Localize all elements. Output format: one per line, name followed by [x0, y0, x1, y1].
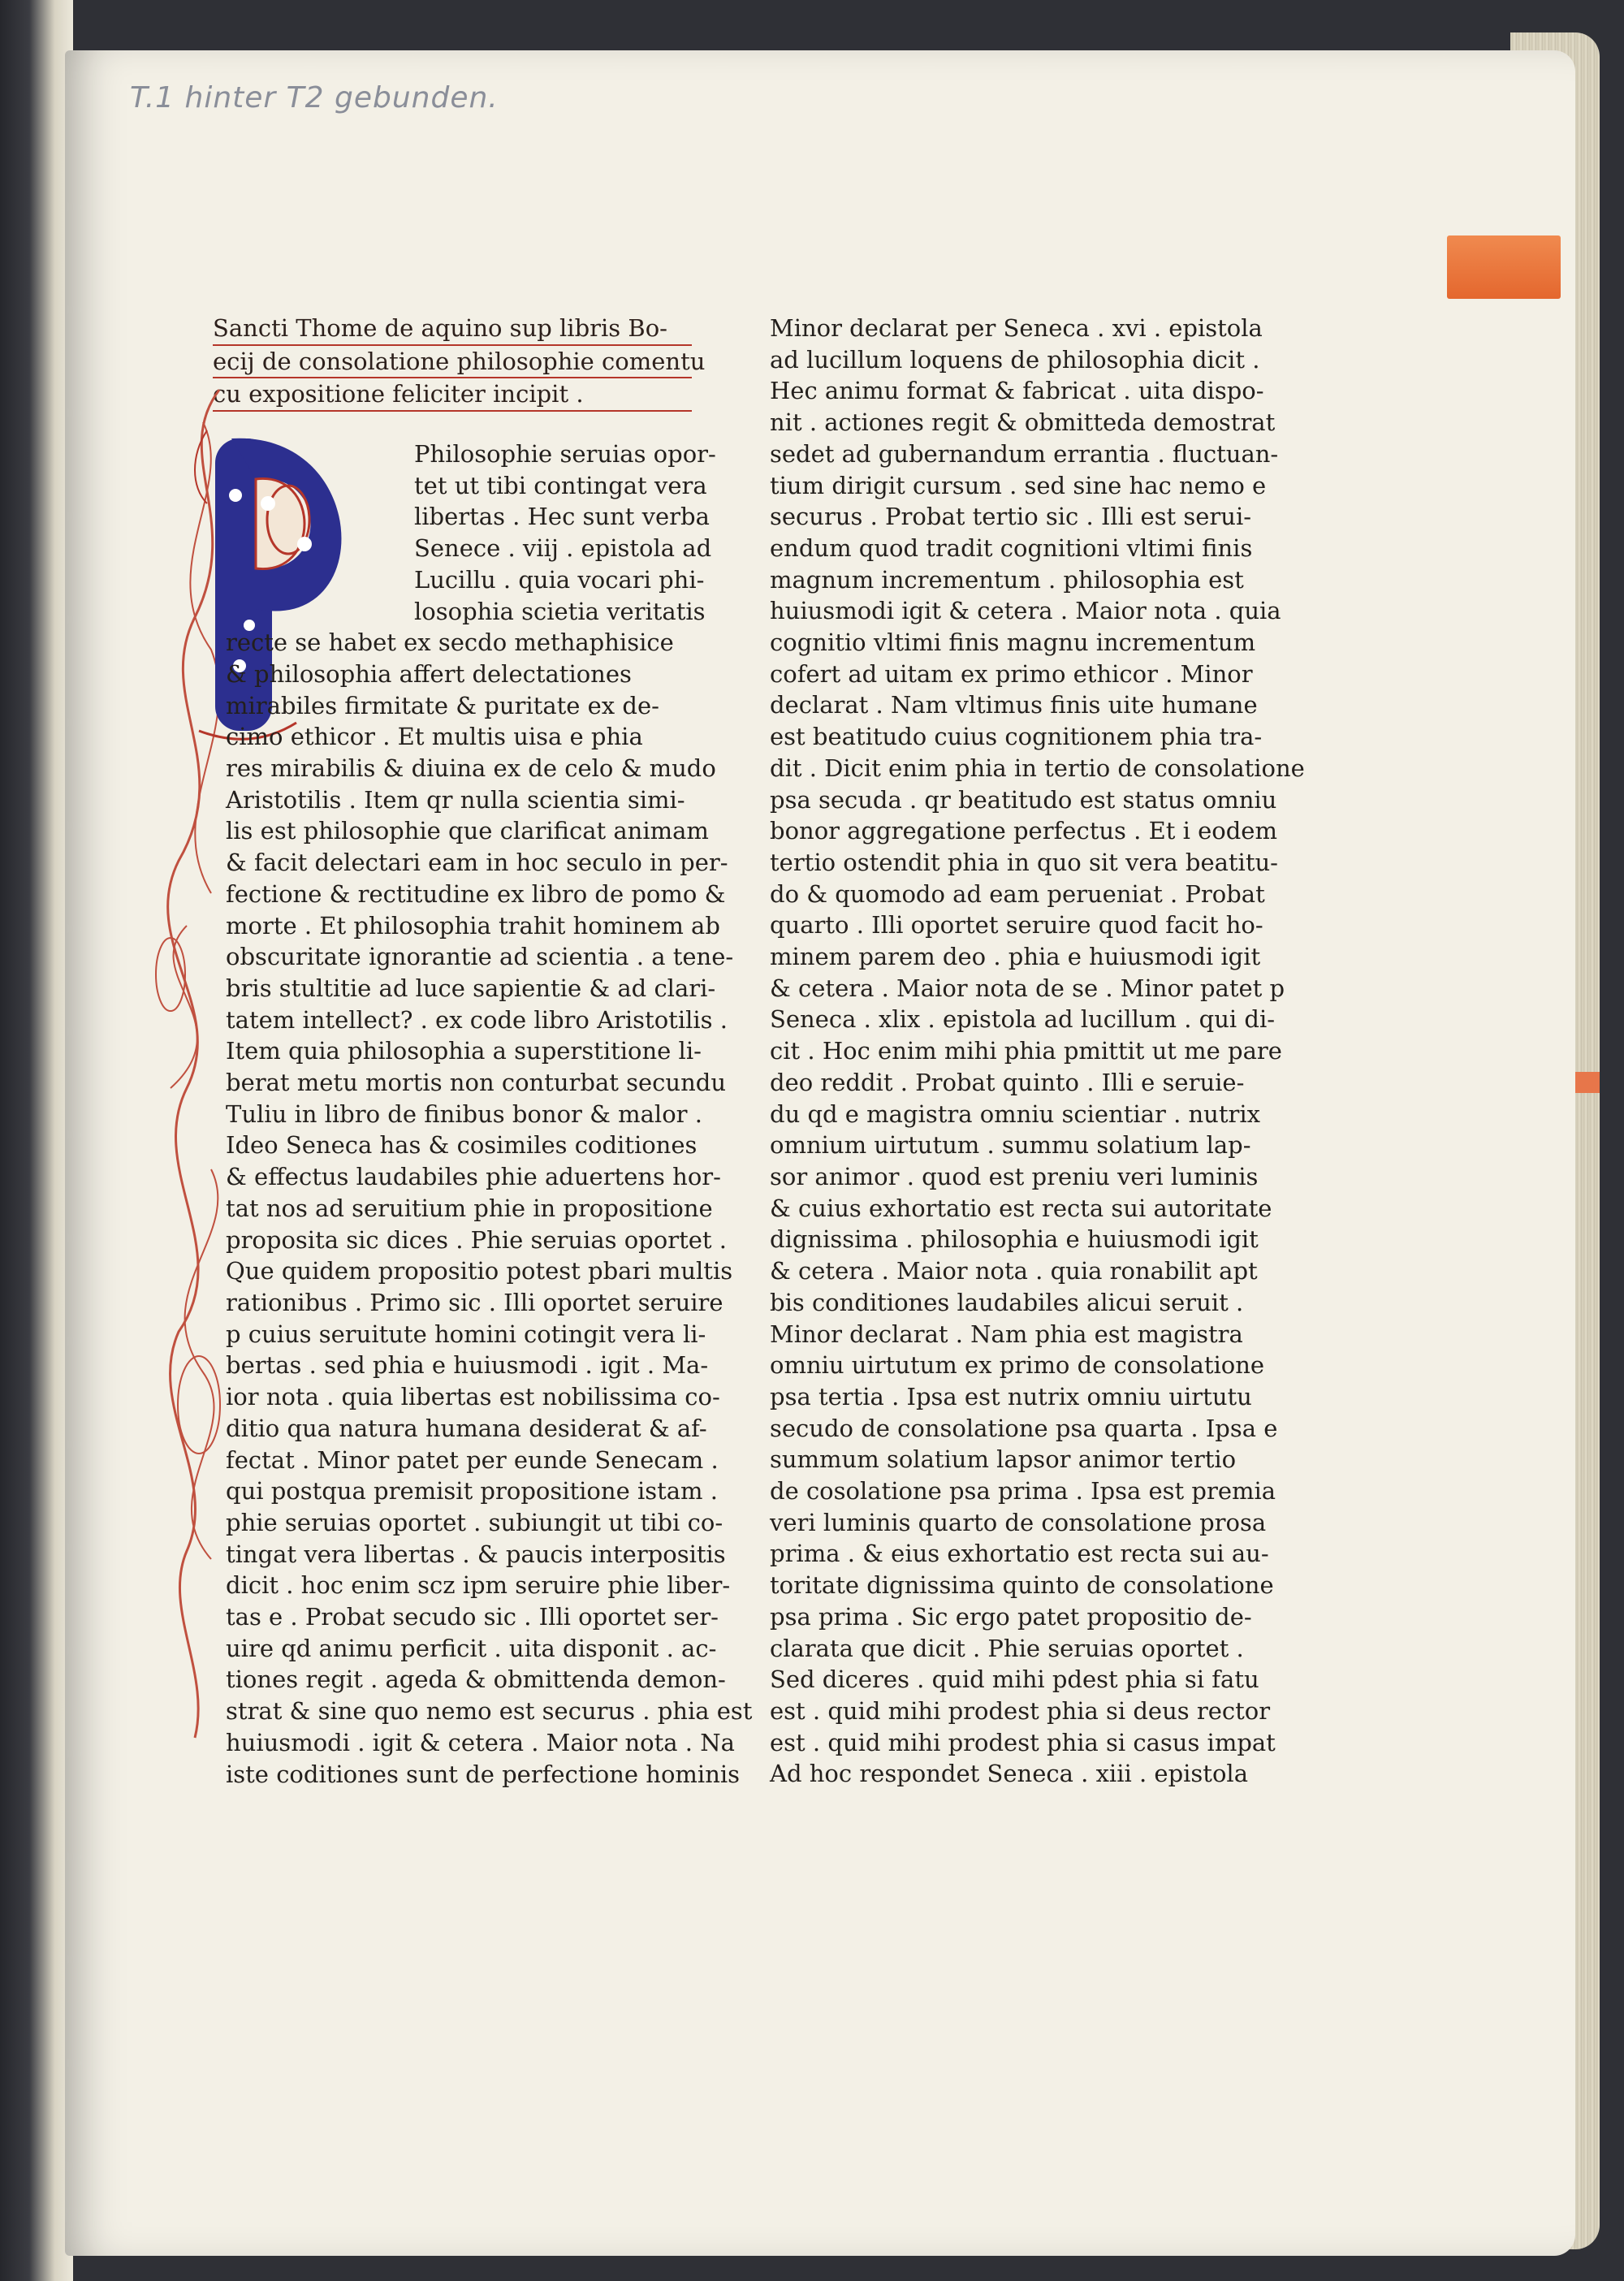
- text-line: Aristotilis . Item qr nulla scientia simi-: [226, 785, 685, 814]
- text-line: deo reddit . Probat quinto . Illi e seruie-: [770, 1068, 1245, 1096]
- pencil-shelfmark-note: T.1 hinter T2 gebunden.: [130, 81, 499, 114]
- text-line: & cetera . Maior nota de se . Minor patet p: [770, 974, 1285, 1002]
- text-line: morte . Et philosophia trahit hominem ab: [226, 911, 720, 940]
- text-line: losophia scietia veritatis: [414, 597, 706, 625]
- text-line: tertio ostendit phia in quo sit vera beatitu-: [770, 848, 1278, 876]
- text-line: & cuius exhortatio est recta sui autoritate: [770, 1194, 1272, 1222]
- text-line: est . quid mihi prodest phia si casus impat: [770, 1728, 1276, 1756]
- heading-line: ecij de consolatione philosophie comentu: [213, 346, 692, 379]
- text-line: p cuius seruitute homini cotingit vera li-: [226, 1320, 706, 1348]
- text-line: prima . & eius exhortatio est recta sui au-: [770, 1540, 1269, 1568]
- text-line: iste coditiones sunt de perfectione hominis: [226, 1760, 741, 1788]
- text-line: Hec animu format & fabricat . uita dispo-: [770, 377, 1264, 405]
- text-line: huiusmodi . igit & cetera . Maior nota . Na: [226, 1728, 735, 1756]
- text-line: dicit . hoc enim scz ipm seruire phie liber-: [226, 1571, 731, 1600]
- text-line: berat metu mortis non conturbat secundu: [226, 1069, 727, 1097]
- text-line: Item quia philosophia a superstitione li-: [226, 1037, 702, 1065]
- text-line: summum solatium lapsor animor tertio: [770, 1445, 1237, 1474]
- text-line: declarat . Nam vltimus finis uite humane: [770, 691, 1258, 719]
- text-line: tas e . Probat secudo sic . Illi oportet ser-: [226, 1603, 719, 1631]
- text-line: uire qd animu perficit . uita disponit . ac-: [226, 1634, 717, 1662]
- text-line: tat nos ad seruitium phie in propositione: [226, 1194, 713, 1222]
- text-line: omnium uirtutum . summu solatium lap-: [770, 1131, 1251, 1160]
- text-line: veri luminis quarto de consolatione prosa: [770, 1508, 1267, 1536]
- text-line: nit . actiones regit & obmitteda demostrat: [770, 408, 1276, 437]
- text-line: Philosophie seruias opor-: [414, 440, 716, 468]
- text-line: bis conditiones laudabiles alicui seruit .: [770, 1288, 1244, 1316]
- text-line: Que quidem propositio potest pbari multis: [226, 1257, 733, 1285]
- text-line: proposita sic dices . Phie seruias oportet .: [226, 1225, 727, 1254]
- text-line: & facit delectari eam in hoc seculo in per-: [226, 849, 728, 877]
- text-line: magnum incrementum . philosophia est: [770, 565, 1244, 594]
- text-line: minem parem deo . phia e huiusmodi igit: [770, 943, 1261, 971]
- text-line: sor animor . quod est preniu veri luminis: [770, 1162, 1259, 1190]
- text-line: ior nota . quia libertas est nobilissima co-: [226, 1383, 720, 1411]
- text-line: fectat . Minor patet per eunde Senecam .: [226, 1445, 719, 1474]
- text-line: secudo de consolatione psa quarta . Ipsa e: [770, 1414, 1278, 1442]
- text-line: tet ut tibi contingat vera: [414, 471, 707, 499]
- text-line: Sed diceres . quid mihi pdest phia si fatu: [770, 1665, 1259, 1694]
- text-line: est beatitudo cuius cognitionem phia tra-: [770, 723, 1263, 751]
- text-line: res mirabilis & diuina ex de celo & mudo: [226, 754, 716, 783]
- text-line: & effectus laudabiles phie aduertens hor-: [226, 1163, 721, 1191]
- text-line: phie seruias oportet . subiungit ut tibi co-: [226, 1508, 723, 1536]
- text-column-left: [226, 438, 753, 1790]
- text-line: do & quomodo ad eam perueniat . Probat: [770, 879, 1265, 908]
- text-line: mirabiles firmitate & puritate ex de-: [226, 691, 659, 719]
- text-line: psa secuda . qr beatitudo est status omniu: [770, 785, 1277, 814]
- text-line: dignissima . philosophia e huiusmodi igit: [770, 1225, 1259, 1254]
- text-line: du qd e magistra omniu scientiar . nutrix: [770, 1099, 1261, 1128]
- text-line: rationibus . Primo sic . Illi oportet seruire: [226, 1288, 723, 1316]
- text-line: clarata que dicit . Phie seruias oportet .: [770, 1634, 1244, 1662]
- text-line: qui postqua premisit propositione istam .: [226, 1477, 718, 1506]
- text-line: securus . Probat tertio sic . Illi est serui-: [770, 503, 1252, 531]
- text-line: strat & sine quo nemo est securus . phia est: [226, 1697, 753, 1726]
- text-line: huiusmodi igit & cetera . Maior nota . quia: [770, 597, 1281, 625]
- text-line: Tuliu in libro de finibus bonor & malor .: [226, 1099, 702, 1128]
- text-line: Lucillu . quia vocari phi-: [414, 565, 705, 594]
- text-line: Senece . viij . epistola ad: [414, 534, 712, 563]
- text-line: Minor declarat per Seneca . xvi . epistola: [770, 314, 1263, 342]
- text-line: Seneca . xlix . epistola ad lucillum . qui di-: [770, 1005, 1276, 1034]
- text-line: bonor aggregatione perfectus . Et i eodem: [770, 817, 1277, 845]
- text-line: cimo ethicor . Et multis uisa e phia: [226, 723, 643, 751]
- text-line: bertas . sed phia e huiusmodi . igit . Ma-: [226, 1351, 709, 1380]
- text-line: & cetera . Maior nota . quia ronabilit apt: [770, 1257, 1258, 1285]
- text-line: sedet ad gubernandum errantia . fluctuan-: [770, 439, 1279, 468]
- text-line: tium dirigit cursum . sed sine hac nemo e: [770, 471, 1267, 499]
- text-line: dit . Dicit enim phia in tertio de consolatione: [770, 754, 1305, 782]
- text-line: cofert ad uitam ex primo ethicor . Minor: [770, 659, 1253, 688]
- text-line: endum quod tradit cognitioni vltimi finis: [770, 534, 1253, 562]
- text-line: Ad hoc respondet Seneca . xiii . epistola: [770, 1760, 1248, 1788]
- text-line: & philosophia affert delectationes: [226, 659, 632, 688]
- left-page-edge: [0, 0, 73, 2281]
- text-line: recte se habet ex secdo methaphisice: [226, 629, 674, 657]
- heading-line: cu expositione feliciter incipit .: [213, 378, 692, 412]
- orange-bookmark-tab: [1447, 235, 1561, 299]
- text-line: toritate dignissima quinto de consolatione: [770, 1571, 1274, 1600]
- text-line: obscuritate ignorantie ad scientia . a tene-: [226, 943, 734, 971]
- text-line: fectione & rectitudine ex libro de pomo &: [226, 879, 726, 908]
- text-column-right: [770, 313, 1305, 1790]
- text-line: Minor declarat . Nam phia est magistra: [770, 1320, 1243, 1348]
- text-line: omniu uirtutum ex primo de consolatione: [770, 1351, 1265, 1380]
- text-line: tiones regit . ageda & obmittenda demon-: [226, 1665, 726, 1694]
- text-line: ditio qua natura humana desiderat & af-: [226, 1414, 707, 1442]
- text-line: tingat vera libertas . & paucis interpositis: [226, 1540, 726, 1568]
- text-line: est . quid mihi prodest phia si deus rector: [770, 1696, 1271, 1725]
- text-line: psa prima . Sic ergo patet propositio de-: [770, 1602, 1252, 1631]
- text-line: bris stultitie ad luce sapientie & ad clari-: [226, 974, 716, 1002]
- text-line: de cosolatione psa prima . Ipsa est premia: [770, 1477, 1276, 1506]
- text-line: libertas . Hec sunt verba: [414, 503, 710, 531]
- small-orange-tab: [1575, 1072, 1600, 1093]
- text-line: tatem intellect? . ex code libro Aristotilis .: [226, 1005, 728, 1034]
- text-line: quarto . Illi oportet seruire quod facit ho-: [770, 911, 1263, 940]
- text-line: Ideo Seneca has & cosimiles coditiones: [226, 1131, 698, 1160]
- text-line: cit . Hoc enim mihi phia pmittit ut me pare: [770, 1037, 1282, 1065]
- text-line: lis est philosophie que clarificat animam: [226, 817, 709, 845]
- text-line: ad lucillum loquens de philosophia dicit .: [770, 345, 1260, 374]
- incipit-heading: [213, 313, 706, 412]
- heading-line: Sancti Thome de aquino sup libris Bo-: [213, 313, 692, 346]
- text-line: cognitio vltimi finis magnu incrementum: [770, 629, 1256, 657]
- text-line: psa tertia . Ipsa est nutrix omniu uirtutu: [770, 1382, 1252, 1411]
